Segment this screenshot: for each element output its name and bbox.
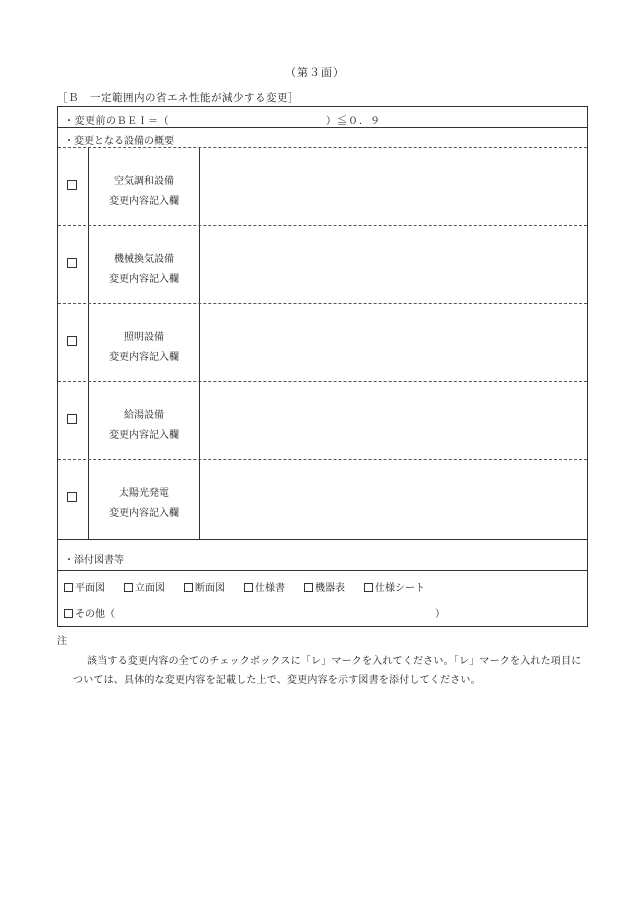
doc-equipment-list[interactable]: 機器表: [304, 579, 345, 594]
doc-floor-plan[interactable]: 平面図: [64, 579, 105, 594]
other-close: ）: [435, 609, 445, 620]
equipment-name: 給湯設備: [124, 410, 164, 421]
documents-list: [64, 573, 584, 595]
equipment-sub: 変更内容記入欄: [109, 274, 179, 285]
checkbox-icon[interactable]: [244, 583, 253, 592]
equipment-heading-row: [58, 128, 587, 148]
equipment-name: 照明設備: [124, 332, 164, 343]
entry-solar[interactable]: [200, 460, 587, 539]
doc-specification[interactable]: 仕様書: [244, 579, 285, 594]
equipment-label: [89, 406, 199, 446]
equipment-sub: 変更内容記入欄: [109, 508, 179, 519]
equipment-row-ventilation: [58, 226, 587, 304]
equipment-row-air-conditioning: [58, 148, 587, 226]
checkbox-icon[interactable]: [64, 609, 73, 618]
section-title: ［Ｂ 一定範囲内の省エネ性能が減少する変更］: [57, 92, 299, 104]
equipment-heading: ・変更となる設備の概要: [64, 136, 174, 147]
checkbox-icon[interactable]: [364, 583, 373, 592]
doc-other: [64, 601, 584, 621]
checkbox-icon[interactable]: [64, 583, 73, 592]
checkbox-icon[interactable]: [124, 583, 133, 592]
checkbox-ventilation[interactable]: [67, 258, 77, 268]
checkbox-hot-water[interactable]: [67, 414, 77, 424]
equipment-name: 太陽光発電: [119, 488, 169, 499]
equipment-name: 空気調和設備: [114, 176, 174, 187]
checkbox-icon[interactable]: [184, 583, 193, 592]
note-heading: 注: [57, 636, 67, 647]
checkbox-icon[interactable]: [304, 583, 313, 592]
checkbox-air-conditioning[interactable]: [67, 180, 77, 190]
bei-suffix: ）≦０．９: [326, 116, 381, 127]
entry-ventilation[interactable]: [200, 226, 587, 303]
doc-section[interactable]: 断面図: [184, 579, 225, 594]
equipment-row-solar: [58, 460, 587, 540]
attachments-heading: ・添付図書等: [64, 555, 124, 566]
equipment-sub: 変更内容記入欄: [109, 430, 179, 441]
equipment-label: [89, 484, 199, 524]
equipment-sub: 変更内容記入欄: [109, 352, 179, 363]
note-body: 該当する変更内容の全てのチェックボックスに「レ」マークを入れてください。「レ」マークを入れた項目については、具体的な変更内容を記載した上で、変更内容を示す図書を添付してください。: [73, 656, 582, 686]
equipment-sub: 変更内容記入欄: [109, 196, 179, 207]
checkbox-solar[interactable]: [67, 492, 77, 502]
equipment-name: 機械換気設備: [114, 254, 174, 265]
entry-lighting[interactable]: [200, 304, 587, 381]
entry-air-conditioning[interactable]: [200, 148, 587, 225]
equipment-row-lighting: [58, 304, 587, 382]
other-label: その他（: [75, 609, 115, 620]
change-form: [57, 106, 588, 627]
attachments-heading-row: [58, 541, 587, 571]
checkbox-lighting[interactable]: [67, 336, 77, 346]
equipment-label: [89, 250, 199, 290]
entry-hot-water[interactable]: [200, 382, 587, 459]
equipment-label: [89, 328, 199, 368]
bei-label: ・変更前のＢＥＩ＝（: [64, 116, 169, 127]
doc-spec-sheet[interactable]: 仕様シート: [364, 579, 425, 594]
page-number: （第３面）: [285, 66, 345, 79]
bei-row: [58, 107, 587, 128]
doc-elevation[interactable]: 立面図: [124, 579, 165, 594]
equipment-label: [89, 172, 199, 212]
equipment-row-hot-water: [58, 382, 587, 460]
